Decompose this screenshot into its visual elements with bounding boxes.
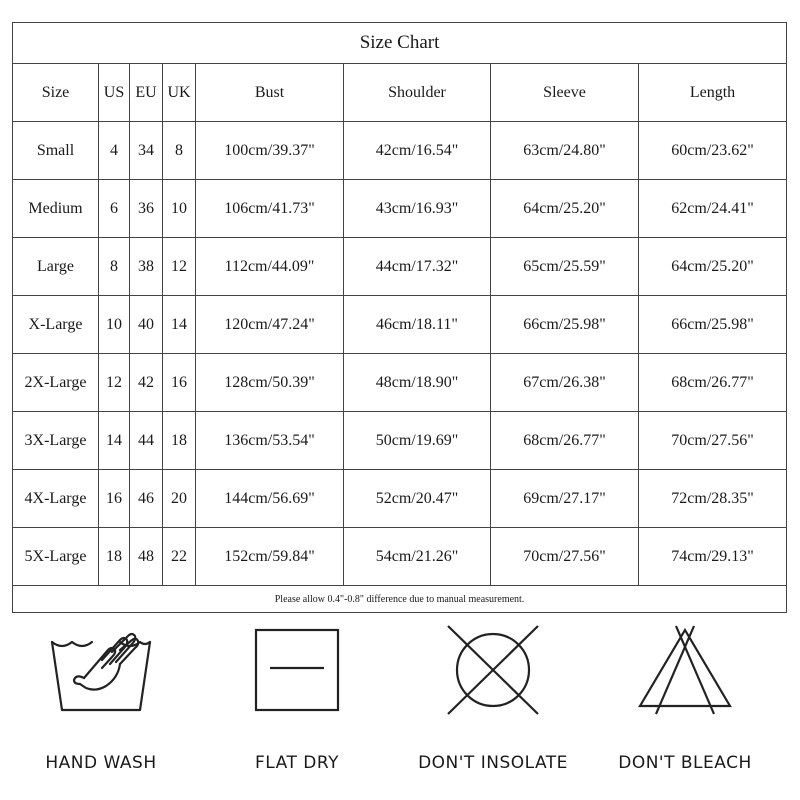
- header-row: [13, 64, 787, 122]
- care-label-hand-wash: HAND WASH: [45, 753, 157, 773]
- table-cell-uk: 14: [163, 296, 196, 354]
- table-cell-uk: 12: [163, 238, 196, 296]
- table-row: [13, 238, 787, 296]
- table-cell-length: 66cm/25.98": [639, 296, 787, 354]
- table-cell-bust: 112cm/44.09": [196, 238, 344, 296]
- table-cell-length: 68cm/26.77": [639, 354, 787, 412]
- column-header-bust: Bust: [196, 64, 344, 122]
- chart-title: Size Chart: [13, 23, 787, 64]
- table-cell-shoulder: 52cm/20.47": [344, 470, 491, 528]
- table-cell-sleeve: 70cm/27.56": [491, 528, 639, 586]
- table-row: [13, 470, 787, 528]
- table-cell-uk: 8: [163, 122, 196, 180]
- table-cell-shoulder: 48cm/18.90": [344, 354, 491, 412]
- table-row: [13, 296, 787, 354]
- column-header-us: US: [99, 64, 130, 122]
- column-header-uk: UK: [163, 64, 196, 122]
- table-cell-sleeve: 66cm/25.98": [491, 296, 639, 354]
- table-cell-sleeve: 68cm/26.77": [491, 412, 639, 470]
- table-cell-shoulder: 50cm/19.69": [344, 412, 491, 470]
- table-cell-length: 64cm/25.20": [639, 238, 787, 296]
- table-cell-bust: 144cm/56.69": [196, 470, 344, 528]
- size-chart-table: [12, 22, 787, 613]
- table-cell-eu: 38: [130, 238, 163, 296]
- table-cell-uk: 20: [163, 470, 196, 528]
- table-cell-bust: 106cm/41.73": [196, 180, 344, 238]
- table-cell-uk: 16: [163, 354, 196, 412]
- table-cell-us: 14: [99, 412, 130, 470]
- table-cell-us: 6: [99, 180, 130, 238]
- table-cell-uk: 22: [163, 528, 196, 586]
- do-not-bleach-icon: [630, 620, 740, 715]
- table-cell-us: 18: [99, 528, 130, 586]
- care-label-dont-bleach: DON'T BLEACH: [618, 753, 752, 773]
- table-cell-length: 72cm/28.35": [639, 470, 787, 528]
- table-cell-eu: 40: [130, 296, 163, 354]
- table-cell-bust: 128cm/50.39": [196, 354, 344, 412]
- table-row: [13, 412, 787, 470]
- measurement-note: Please allow 0.4"-0.8" difference due to manual measurement.: [13, 586, 787, 613]
- table-row: [13, 122, 787, 180]
- table-cell-shoulder: 43cm/16.93": [344, 180, 491, 238]
- table-cell-length: 74cm/29.13": [639, 528, 787, 586]
- table-row: [13, 354, 787, 412]
- care-label-flat-dry: FLAT DRY: [255, 753, 339, 773]
- table-cell-uk: 10: [163, 180, 196, 238]
- table-cell-bust: 120cm/47.24": [196, 296, 344, 354]
- table-cell-size: 5X-Large: [13, 528, 99, 586]
- table-cell-sleeve: 67cm/26.38": [491, 354, 639, 412]
- care-label-dont-insolate: DON'T INSOLATE: [418, 753, 568, 773]
- table-cell-shoulder: 44cm/17.32": [344, 238, 491, 296]
- table-cell-size: Medium: [13, 180, 99, 238]
- table-cell-length: 60cm/23.62": [639, 122, 787, 180]
- table-cell-eu: 34: [130, 122, 163, 180]
- table-cell-shoulder: 46cm/18.11": [344, 296, 491, 354]
- hand-wash-icon: [46, 620, 156, 715]
- table-cell-size: X-Large: [13, 296, 99, 354]
- table-cell-uk: 18: [163, 412, 196, 470]
- flat-dry-icon: [242, 620, 352, 715]
- column-header-sleeve: Sleeve: [491, 64, 639, 122]
- table-cell-shoulder: 54cm/21.26": [344, 528, 491, 586]
- do-not-insolate-icon: [438, 620, 548, 715]
- table-cell-us: 16: [99, 470, 130, 528]
- table-cell-eu: 42: [130, 354, 163, 412]
- table-cell-size: Large: [13, 238, 99, 296]
- table-cell-length: 70cm/27.56": [639, 412, 787, 470]
- column-header-length: Length: [639, 64, 787, 122]
- column-header-eu: EU: [130, 64, 163, 122]
- table-cell-size: 2X-Large: [13, 354, 99, 412]
- care-hand-wash: [6, 620, 196, 773]
- table-cell-us: 4: [99, 122, 130, 180]
- table-row: [13, 528, 787, 586]
- care-dont-insolate: [398, 620, 588, 773]
- table-cell-eu: 48: [130, 528, 163, 586]
- table-cell-sleeve: 63cm/24.80": [491, 122, 639, 180]
- table-row: [13, 180, 787, 238]
- table-cell-sleeve: 69cm/27.17": [491, 470, 639, 528]
- table-cell-bust: 100cm/39.37": [196, 122, 344, 180]
- table-cell-size: 4X-Large: [13, 470, 99, 528]
- table-body: [13, 122, 787, 586]
- table-cell-us: 8: [99, 238, 130, 296]
- care-flat-dry: [202, 620, 392, 773]
- table-cell-us: 12: [99, 354, 130, 412]
- table-cell-size: 3X-Large: [13, 412, 99, 470]
- table-cell-eu: 46: [130, 470, 163, 528]
- table-cell-bust: 152cm/59.84": [196, 528, 344, 586]
- table-cell-eu: 44: [130, 412, 163, 470]
- column-header-size: Size: [13, 64, 99, 122]
- table-cell-sleeve: 64cm/25.20": [491, 180, 639, 238]
- table-cell-us: 10: [99, 296, 130, 354]
- care-dont-bleach: [590, 620, 780, 773]
- table-cell-size: Small: [13, 122, 99, 180]
- table-cell-eu: 36: [130, 180, 163, 238]
- table-cell-sleeve: 65cm/25.59": [491, 238, 639, 296]
- table-cell-shoulder: 42cm/16.54": [344, 122, 491, 180]
- column-header-shoulder: Shoulder: [344, 64, 491, 122]
- table-cell-bust: 136cm/53.54": [196, 412, 344, 470]
- table-cell-length: 62cm/24.41": [639, 180, 787, 238]
